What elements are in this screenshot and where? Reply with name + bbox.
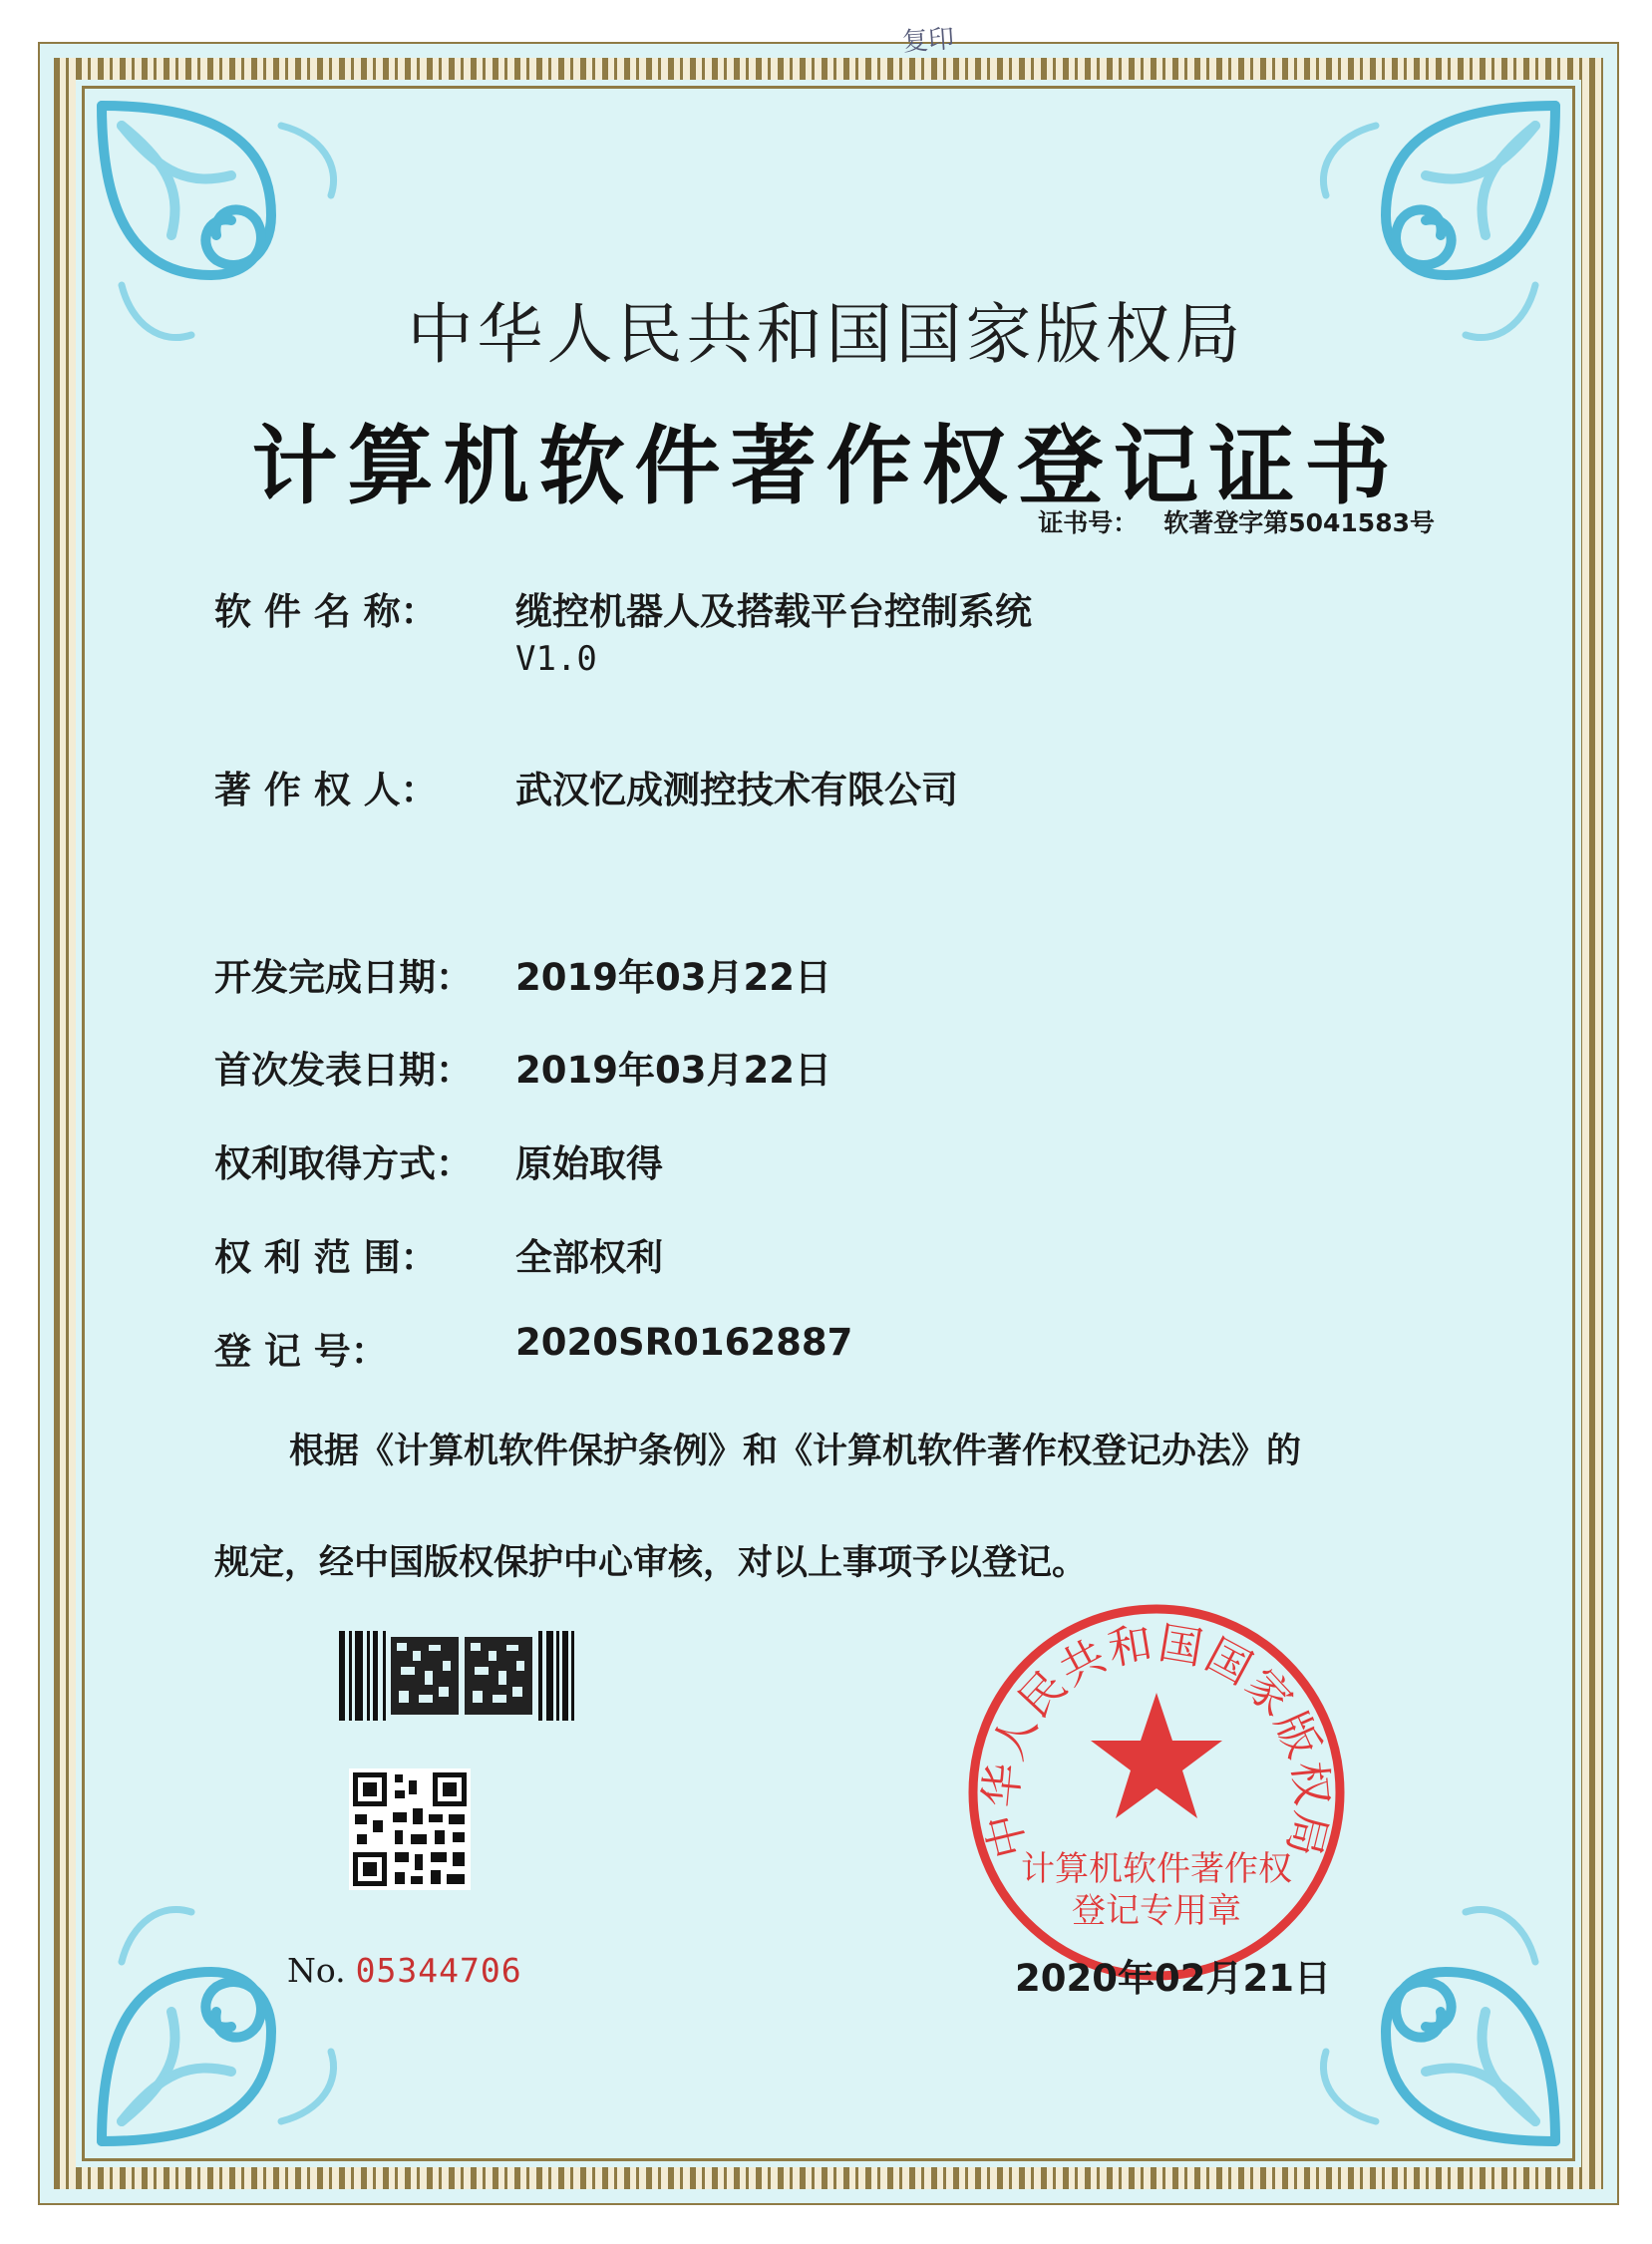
field-value: 原始取得 [515, 1142, 663, 1185]
field-value: 缆控机器人及搭载平台控制系统 [515, 590, 1032, 633]
certificate-number [1038, 503, 1435, 539]
corner-ornament-bottom-left [82, 1862, 381, 2161]
serial-digits: 05344706 [355, 1951, 522, 1990]
legal-basis-line-1: 根据《计算机软件保护条例》和《计算机软件著作权登记办法》的 [289, 1432, 1302, 1471]
issuer-name: 中华人民共和国国家版权局 [407, 296, 1245, 373]
serial-prefix: No. [287, 1951, 346, 1990]
field-label: 首次发表日期： [214, 1049, 473, 1092]
barcode [339, 1631, 574, 1721]
field-registration-number [214, 1321, 852, 1375]
field-label: 著 作 权 人： [214, 769, 438, 811]
field-value: 2019年03月22日 [515, 1049, 831, 1092]
seal-inner-line-1: 计算机软件著作权 [1021, 1849, 1292, 1889]
legal-basis-line-2: 规定，经中国版权保护中心审核，对以上事项予以登记。 [214, 1543, 1088, 1583]
field-development-date [214, 947, 831, 1001]
field-label: 登 记 号： [214, 1330, 388, 1373]
field-label: 软 件 名 称： [214, 590, 438, 633]
field-value: 2020SR0162887 [515, 1321, 853, 1364]
field-label: 开发完成日期： [214, 956, 473, 999]
field-value: 2019年03月22日 [515, 956, 831, 999]
field-acquisition-method [214, 1133, 663, 1187]
field-publication-date [214, 1040, 831, 1094]
field-label: 权利取得方式： [214, 1142, 473, 1185]
seal-outer-text: 中华人民共和国国家版权局 [975, 1617, 1338, 1863]
field-value-version: V1.0 [515, 639, 597, 679]
field-label: 权 利 范 围： [214, 1236, 438, 1279]
star-icon [1091, 1693, 1222, 1818]
seal-inner-line-2: 登记专用章 [1072, 1891, 1241, 1931]
certificate-title: 计算机软件著作权登记证书 [251, 417, 1401, 516]
certificate-number-label: 证书号： [1038, 508, 1139, 537]
legal-basis-paragraph [214, 1396, 1461, 1619]
field-software-name [214, 581, 1032, 679]
field-value: 武汉忆成测控技术有限公司 [515, 769, 958, 811]
field-copyright-holder [214, 760, 958, 813]
serial-number [287, 1951, 522, 1990]
field-scope [214, 1227, 663, 1281]
certificate-number-value: 软著登字第5041583号 [1163, 508, 1435, 537]
issue-date: 2020年02月21日 [1015, 1957, 1331, 2000]
handwritten-note: 复印 [901, 24, 956, 58]
official-seal [965, 1601, 1348, 1984]
field-value: 全部权利 [515, 1236, 663, 1279]
qr-code [349, 1768, 471, 1890]
